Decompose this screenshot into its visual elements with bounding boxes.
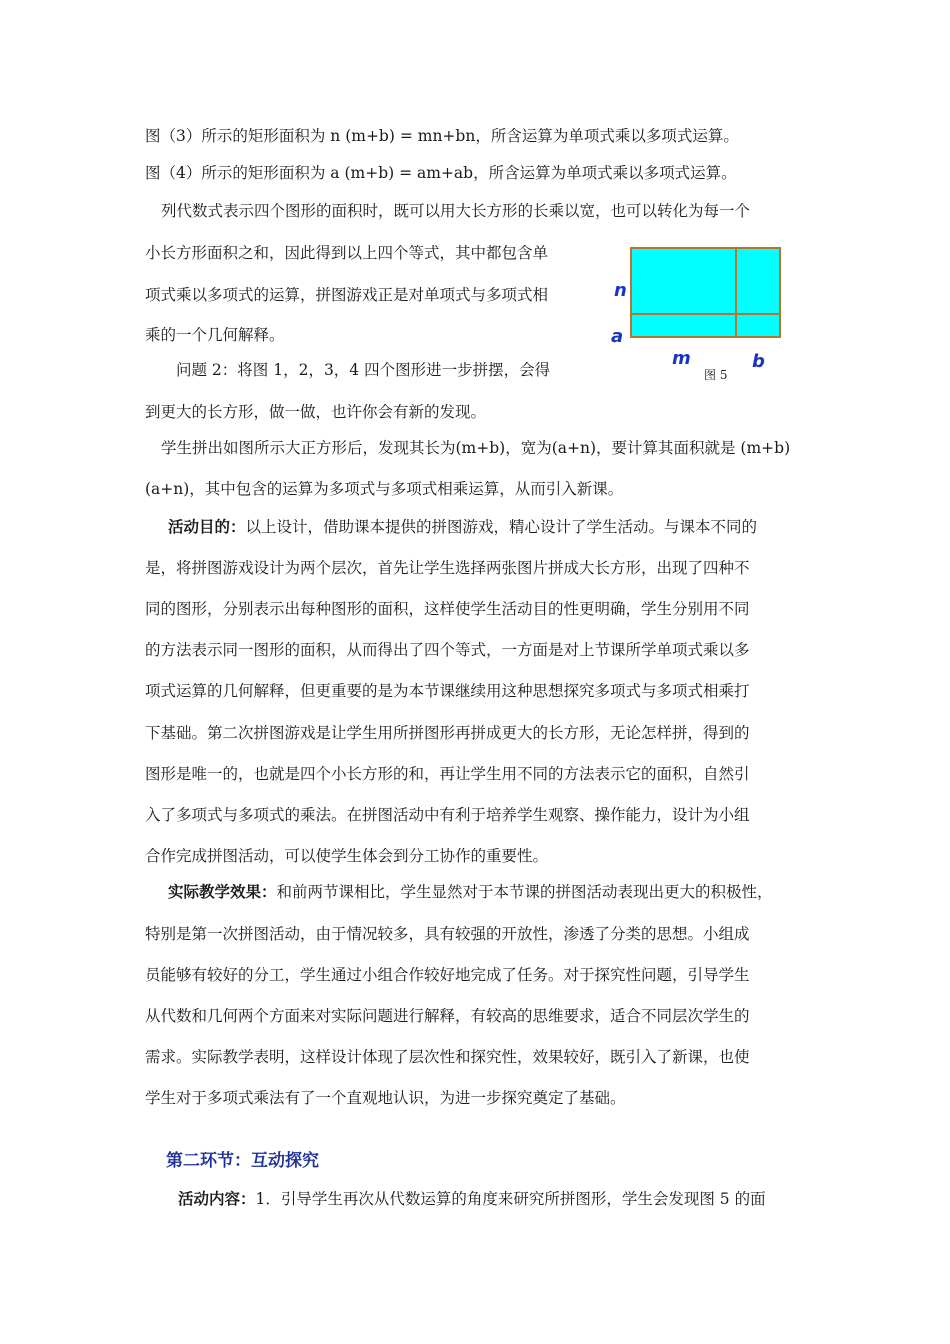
purpose-line-9: 合作完成拼图活动，可以使学生体会到分工协作的重要性。 [145, 847, 549, 865]
figure-caption: 图 5 [704, 368, 728, 382]
section-heading: 第二环节：互动探究 [166, 1151, 319, 1171]
figure-label-b: b [752, 351, 765, 372]
effect-text-1: 和前两节课相比，学生显然对于本节课的拼图活动表现出更大的积极性， [276, 883, 773, 901]
content-line-1 [178, 1189, 766, 1209]
figure-label-a: a [611, 326, 624, 347]
effect-line-3: 员能够有较好的分工，学生通过小组合作较好地完成了任务。对于探究性问题，引导学生 [145, 966, 750, 984]
text-line-paragraph-2: 小长方形面积之和，因此得到以上四个等式，其中都包含单 [145, 244, 549, 262]
effect-line-5: 需求。实际教学表明，这样设计体现了层次性和探究性，效果较好，既引入了新课，也使 [145, 1048, 750, 1066]
text-line-paragraph-start: 列代数式表示四个图形的面积时，既可以用大长方形的长乘以宽，也可以转化为每一个 [161, 202, 751, 220]
effect-label: 实际教学效果： [168, 882, 277, 901]
effect-line-2: 特别是第一次拼图活动，由于情况较多，具有较强的开放性，渗透了分类的思想。小组成 [145, 925, 750, 943]
purpose-line-8: 入了多项式与多项式的乘法。在拼图活动中有利于培养学生观察、操作能力，设计为小组 [145, 806, 750, 824]
figure-label-m: m [672, 348, 691, 369]
text-line-area-fig4: 图（4）所示的矩形面积为 a (m+b) = am+ab，所含运算为单项式乘以多项式运算。 [145, 164, 737, 182]
purpose-label: 活动目的： [168, 517, 246, 536]
effect-line-4: 从代数和几何两个方面来对实际问题进行解释，有较高的思维要求，适合不同层次学生的 [145, 1007, 750, 1025]
figure-5-diagram [600, 236, 800, 386]
purpose-line-3: 同的图形，分别表示出每种图形的面积，这样使学生活动目的性更明确，学生分别用不同 [145, 600, 750, 618]
purpose-line-6: 下基础。第二次拼图游戏是让学生用所拼图形再拼成更大的长方形，无论怎样拼，得到的 [145, 724, 750, 742]
figure-label-n: n [614, 280, 627, 301]
content-text-1: 1．引导学生再次从代数运算的角度来研究所拼图形，学生会发现图 5 的面 [255, 1190, 766, 1208]
effect-line-1 [168, 882, 773, 902]
text-line-question-2-cont: 到更大的长方形，做一做，也许你会有新的发现。 [145, 403, 487, 421]
purpose-line-2: 是，将拼图游戏设计为两个层次，首先让学生选择两张图片拼成大长方形，出现了四种不 [145, 559, 750, 577]
text-line-question-2: 问题 2：将图 1，2，3，4 四个图形进一步拼摆，会得 [176, 361, 551, 379]
purpose-line-1 [168, 517, 757, 537]
text-line-paragraph-4: 乘的一个几何解释。 [145, 326, 285, 344]
effect-line-6: 学生对于多项式乘法有了一个直观地认识，为进一步探究奠定了基础。 [145, 1089, 626, 1107]
figure-rect-fill [631, 248, 780, 337]
text-line-area-fig3: 图（3）所示的矩形面积为 n (m+b) = mn+bn，所含运算为单项式乘以多项式运算。 [145, 127, 739, 145]
text-line-student-result-cont: (a+n)，其中包含的运算为多项式与多项式相乘运算，从而引入新课。 [145, 480, 624, 498]
purpose-line-5: 项式运算的几何解释，但更重要的是为本节课继续用这种思想探究多项式与多项式相乘打 [145, 682, 750, 700]
content-label: 活动内容： [178, 1189, 256, 1208]
purpose-line-4: 的方法表示同一图形的面积，从而得出了四个等式，一方面是对上节课所学单项式乘以多 [145, 641, 750, 659]
purpose-line-7: 图形是唯一的，也就是四个小长方形的和，再让学生用不同的方法表示它的面积，自然引 [145, 765, 750, 783]
text-line-student-result: 学生拼出如图所示大正方形后，发现其长为(m+b)，宽为(a+n)，要计算其面积就是 (m+b) [161, 439, 791, 457]
purpose-text-1: 以上设计，借助课本提供的拼图游戏，精心设计了学生活动。与课本不同的 [245, 518, 758, 536]
text-line-paragraph-3: 项式乘以多项式的运算，拼图游戏正是对单项式与多项式相 [145, 286, 549, 304]
